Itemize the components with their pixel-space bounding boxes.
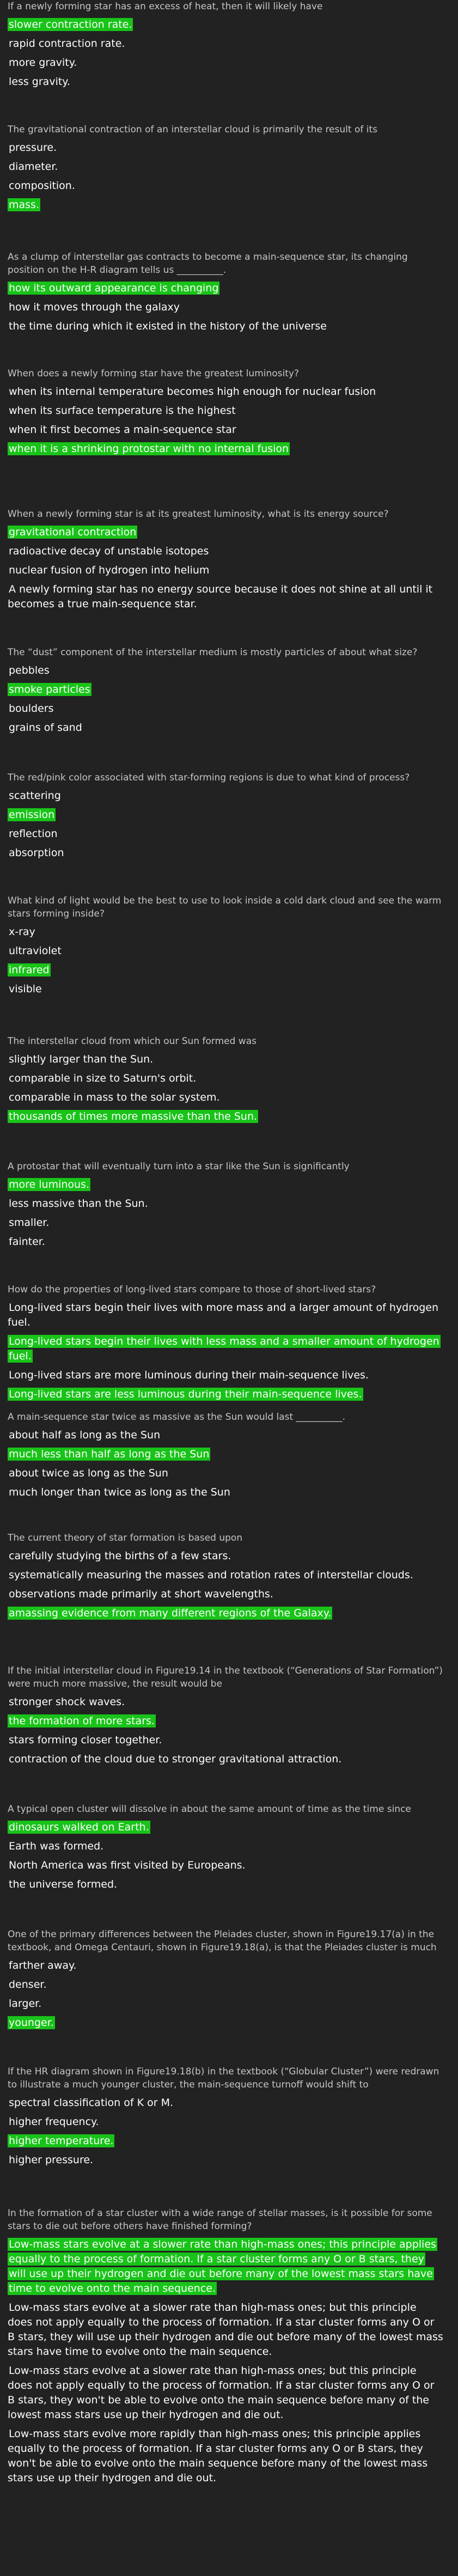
answer-list: [8, 2237, 450, 2486]
answer-option: [8, 1090, 443, 1105]
answer-option: [8, 2364, 443, 2422]
question-block: [8, 367, 450, 461]
answer-text: contraction of the cloud due to stronger gravitational attraction.: [9, 1753, 342, 1765]
answer-text: Earth was formed.: [9, 1840, 104, 1852]
question-block: [8, 2065, 450, 2172]
answer-text: much less than half as long as the Sun: [9, 1448, 210, 1460]
answer-option: [8, 319, 443, 334]
answer-list: [8, 1549, 450, 1621]
answer-text: more gravity.: [9, 57, 77, 69]
answer-option: [8, 2115, 443, 2129]
question-block: [8, 1928, 450, 2035]
answer-text: comparable in size to Saturn's orbit.: [9, 1072, 197, 1084]
answer-option: [8, 36, 443, 51]
answer-text: when it is a shrinking protostar with no internal fusion: [9, 443, 289, 455]
answer-list: [8, 384, 450, 456]
answer-option: [8, 2427, 443, 2486]
answer-text: ultraviolet: [9, 945, 62, 957]
answer-option: [8, 141, 443, 155]
answer-text: Long-lived stars are more luminous during their main-sequence lives.: [9, 1369, 369, 1381]
answer-option: [8, 404, 443, 418]
correct-answer-option: [8, 1109, 443, 1124]
answer-text: Low-mass stars evolve at a slower rate than high-mass ones; but this principle does not apply equally to the process of formation. If a star cluster forms any O or B stars, they won't be able to evolve onto the main sequence before many of the lowest mass stars use up their hydrogen and die out.: [8, 2365, 435, 2421]
answer-text: when its internal temperature becomes high enough for nuclear fusion: [9, 386, 376, 398]
answer-option: [8, 1695, 443, 1710]
answer-option: [8, 2153, 443, 2168]
answer-text: visible: [9, 983, 42, 995]
correct-answer-option: [8, 808, 443, 822]
question-block: [8, 771, 450, 865]
correct-answer-option: [8, 2134, 443, 2148]
question-text: If a newly forming star has an excess of heat, then it will likely have: [8, 1, 323, 12]
answer-text: Long-lived stars begin their lives with more mass and a larger amount of hydrogen fuel.: [8, 1302, 439, 1328]
answer-text: higher temperature.: [9, 2135, 114, 2147]
question-text: How do the properties of long-lived stars compare to those of short-lived stars?: [8, 1284, 376, 1295]
answer-option: [8, 1839, 443, 1854]
question-text: If the initial interstellar cloud in Figure19.14 in the textbook (“Generations of Star Formation”) were much more massive, the result would be: [8, 1665, 443, 1689]
answer-text: pressure.: [9, 142, 57, 154]
question-text: A main-sequence star twice as massive as the Sun would last __________.: [8, 1412, 346, 1423]
correct-answer-option: [8, 17, 443, 32]
answer-option: [8, 2300, 443, 2359]
answer-option: [8, 423, 443, 437]
answer-list: [8, 1695, 450, 1767]
answer-text: how it moves through the galaxy: [9, 301, 180, 313]
question-block: [8, 1160, 450, 1254]
correct-answer-option: [8, 682, 443, 697]
answer-option: [8, 789, 443, 803]
answer-list: [8, 1428, 450, 1500]
correct-answer-option: [8, 2016, 443, 2030]
question-text: A protostar that will eventually turn into a star like the Sun is significantly: [8, 1161, 350, 1172]
question-block: [8, 251, 450, 338]
question-text: The red/pink color associated with star-forming regions is due to what kind of process?: [8, 772, 410, 783]
question-block: [8, 123, 450, 217]
answer-option: [8, 160, 443, 174]
answer-text: Long-lived stars begin their lives with less mass and a smaller amount of hydrogen fuel.: [9, 1335, 439, 1362]
answer-list: [8, 141, 450, 212]
answer-text: composition.: [9, 180, 75, 192]
answer-list: [8, 281, 450, 334]
answer-list: [8, 1052, 450, 1124]
correct-answer-option: [8, 1714, 443, 1729]
answer-option: [8, 1368, 443, 1383]
answer-text: farther away.: [9, 1960, 77, 1971]
question-text: When a newly forming star is at its greatest luminosity, what is its energy source?: [8, 509, 389, 520]
answer-option: [8, 384, 443, 399]
answer-text: systematically measuring the masses and rotation rates of interstellar clouds.: [9, 1569, 413, 1581]
question-block: [8, 2207, 450, 2490]
answer-text: reflection: [9, 828, 58, 840]
question-block: [8, 1411, 450, 1504]
answer-text: fainter.: [9, 1236, 45, 1248]
answer-text: A newly forming star has no energy source because it does not shine at all until it becomes a true main-sequence star.: [8, 583, 433, 610]
answer-text: dinosaurs walked on Earth.: [9, 1821, 149, 1833]
correct-answer-option: [8, 442, 443, 456]
answer-option: [8, 827, 443, 841]
question-block: [8, 646, 450, 740]
answer-option: [8, 663, 443, 678]
answer-text: Low-mass stars evolve at a slower rate than high-mass ones; but this principle does not apply equally to the process of formation. If a star cluster forms any O or B stars, they will use up their hydrogen and die out before many of the lowest mass stars have time to evolve onto the main sequence.: [8, 2302, 443, 2358]
answer-option: [8, 1587, 443, 1602]
answer-text: the time during which it existed in the history of the universe: [9, 320, 327, 332]
question-block: [8, 1803, 450, 1896]
answer-text: how its outward appearance is changing: [9, 282, 219, 294]
answer-text: carefully studying the births of a few stars.: [9, 1550, 231, 1562]
answer-text: North America was first visited by Europeans.: [9, 1859, 246, 1871]
answer-option: [8, 1977, 443, 1992]
answer-text: radioactive decay of unstable isotopes: [9, 545, 209, 557]
answer-text: less massive than the Sun.: [9, 1198, 148, 1210]
answer-list: [8, 925, 450, 997]
answer-option: [8, 1958, 443, 1973]
answer-option: [8, 1549, 443, 1564]
answer-option: [8, 300, 443, 315]
answer-text: stronger shock waves.: [9, 1696, 125, 1708]
question-text: In the formation of a star cluster with a wide range of stellar masses, is it possible for some stars to die out before others have finished forming?: [8, 2208, 432, 2232]
answer-option: [8, 563, 443, 578]
answer-text: when it first becomes a main-sequence star: [9, 424, 236, 436]
question-block: [8, 1531, 450, 1625]
question-text: The current theory of star formation is based upon: [8, 1533, 243, 1543]
question-text: A typical open cluster will dissolve in about the same amount of time as the time since: [8, 1804, 411, 1815]
question-text: What kind of light would be the best to use to look inside a cold dark cloud and see the warm stars forming inside?: [8, 895, 442, 919]
answer-text: Low-mass stars evolve at a slower rate than high-mass ones; this principle applies equally to the process of formation. If a star cluster forms any O or B stars, they will use up their hydrogen and die out before many of the lowest mass stars have time to evolve onto the main sequence.: [9, 2238, 436, 2294]
question-text: When does a newly forming star have the greatest luminosity?: [8, 368, 299, 379]
answer-list: [8, 1301, 450, 1402]
answer-option: [8, 1997, 443, 2011]
correct-answer-option: [8, 963, 443, 978]
question-block: [8, 1035, 450, 1128]
answer-option: [8, 582, 443, 612]
answer-list: [8, 1958, 450, 2030]
answer-text: when its surface temperature is the highest: [9, 405, 236, 417]
question-block: [8, 508, 450, 616]
answer-text: less gravity.: [9, 76, 70, 88]
question-block: [8, 894, 450, 1001]
correct-answer-option: [8, 525, 443, 540]
answer-text: about twice as long as the Sun: [9, 1467, 168, 1479]
answer-text: smaller.: [9, 1217, 50, 1229]
answer-list: [8, 2096, 450, 2168]
answer-option: [8, 1858, 443, 1873]
answer-text: smoke particles: [9, 683, 90, 695]
question-text: The gravitational contraction of an interstellar cloud is primarily the result of its: [8, 124, 377, 135]
correct-answer-option: [8, 1387, 443, 1402]
question-text: One of the primary differences between the Pleiades cluster, shown in Figure19.17(a) in the textbook, and Omega Centauri, shown in Figure19.18(a), is that the Pleiades cluster is much: [8, 1929, 437, 1953]
answer-option: [8, 1216, 443, 1230]
answer-text: mass.: [9, 199, 39, 211]
answer-text: thousands of times more massive than the Sun.: [9, 1110, 258, 1122]
correct-answer-option: [8, 1606, 443, 1621]
answer-list: [8, 789, 450, 860]
question-text: The interstellar cloud from which our Sun formed was: [8, 1036, 257, 1047]
correct-answer-option: [8, 1820, 443, 1835]
answer-text: the universe formed.: [9, 1878, 118, 1890]
answer-text: gravitational contraction: [9, 526, 137, 538]
answer-option: [8, 1485, 443, 1500]
answer-list: [8, 525, 450, 612]
answer-option: [8, 846, 443, 860]
answer-text: higher frequency.: [9, 2116, 99, 2128]
answer-option: [8, 75, 443, 89]
answer-option: [8, 56, 443, 70]
question-text: As a clump of interstellar gas contracts to become a main-sequence star, its changing position on the H-R diagram tells us __________.: [8, 252, 408, 276]
answer-option: [8, 1466, 443, 1481]
answer-option: [8, 544, 443, 559]
answer-text: slower contraction rate.: [9, 19, 132, 30]
answer-text: observations made primarily at short wavelengths.: [9, 1588, 273, 1600]
answer-text: spectral classification of K or M.: [9, 2097, 174, 2109]
answer-option: [8, 982, 443, 997]
answer-text: higher pressure.: [9, 2154, 94, 2166]
answer-text: much longer than twice as long as the Sun: [9, 1486, 230, 1498]
answer-text: stars forming closer together.: [9, 1734, 162, 1746]
answer-text: infrared: [9, 964, 50, 976]
answer-text: diameter.: [9, 161, 58, 173]
answer-option: [8, 1071, 443, 1086]
answer-text: younger.: [9, 2017, 54, 2029]
answer-option: [8, 1301, 443, 1330]
correct-answer-option: [8, 281, 443, 296]
answer-option: [8, 179, 443, 193]
answer-text: pebbles: [9, 664, 50, 676]
correct-answer-option: [8, 198, 443, 212]
answer-list: [8, 17, 450, 89]
answer-option: [8, 1052, 443, 1067]
question-text: If the HR diagram shown in Figure19.18(b) in the textbook (“Globular Cluster”) were redrawn to illustrate a much younger cluster, the main-sequence turnoff would shift to: [8, 2066, 439, 2090]
answer-text: Long-lived stars are less luminous during their main-sequence lives.: [9, 1388, 362, 1400]
answer-text: grains of sand: [9, 722, 82, 734]
answer-text: amassing evidence from many different regions of the Galaxy.: [9, 1607, 332, 1619]
correct-answer-option: [8, 1334, 443, 1364]
answer-option: [8, 701, 443, 716]
answer-text: about half as long as the Sun: [9, 1429, 161, 1441]
question-block: [8, 1283, 450, 1406]
question-text: The “dust” component of the interstellar medium is mostly particles of about what size?: [8, 647, 418, 658]
answer-text: x-ray: [9, 926, 35, 938]
correct-answer-option: [8, 1177, 443, 1192]
answer-text: nuclear fusion of hydrogen into helium: [9, 564, 210, 576]
answer-option: [8, 721, 443, 735]
answer-option: [8, 944, 443, 959]
answer-option: [8, 1568, 443, 1583]
answer-list: [8, 1177, 450, 1249]
answer-text: absorption: [9, 847, 64, 859]
answer-option: [8, 1428, 443, 1443]
answer-list: [8, 663, 450, 735]
answer-option: [8, 1752, 443, 1767]
answer-option: [8, 1877, 443, 1892]
answer-option: [8, 1197, 443, 1211]
answer-text: comparable in mass to the solar system.: [9, 1091, 220, 1103]
answer-text: the formation of more stars.: [9, 1715, 155, 1727]
answer-option: [8, 1235, 443, 1249]
answer-text: scattering: [9, 790, 61, 802]
answer-option: [8, 925, 443, 939]
answer-text: boulders: [9, 703, 54, 715]
answer-text: denser.: [9, 1979, 47, 1991]
answer-text: slightly larger than the Sun.: [9, 1053, 154, 1065]
answer-option: [8, 2096, 443, 2110]
question-block: [8, 0, 450, 94]
answer-text: larger.: [9, 1998, 42, 2010]
answer-text: Low-mass stars evolve more rapidly than high-mass ones; this principle applies equally to the process of formation. If a star cluster forms any O or B stars, they won't be able to evolve onto the main sequence before many of the lowest mass stars use up their hydrogen and die out.: [8, 2428, 428, 2484]
answer-option: [8, 1733, 443, 1748]
answer-text: more luminous.: [9, 1179, 90, 1191]
answer-list: [8, 1820, 450, 1892]
answer-text: emission: [9, 809, 55, 821]
correct-answer-option: [8, 1447, 443, 1462]
correct-answer-option: [8, 2237, 443, 2296]
question-block: [8, 1664, 450, 1771]
answer-text: rapid contraction rate.: [9, 38, 125, 50]
